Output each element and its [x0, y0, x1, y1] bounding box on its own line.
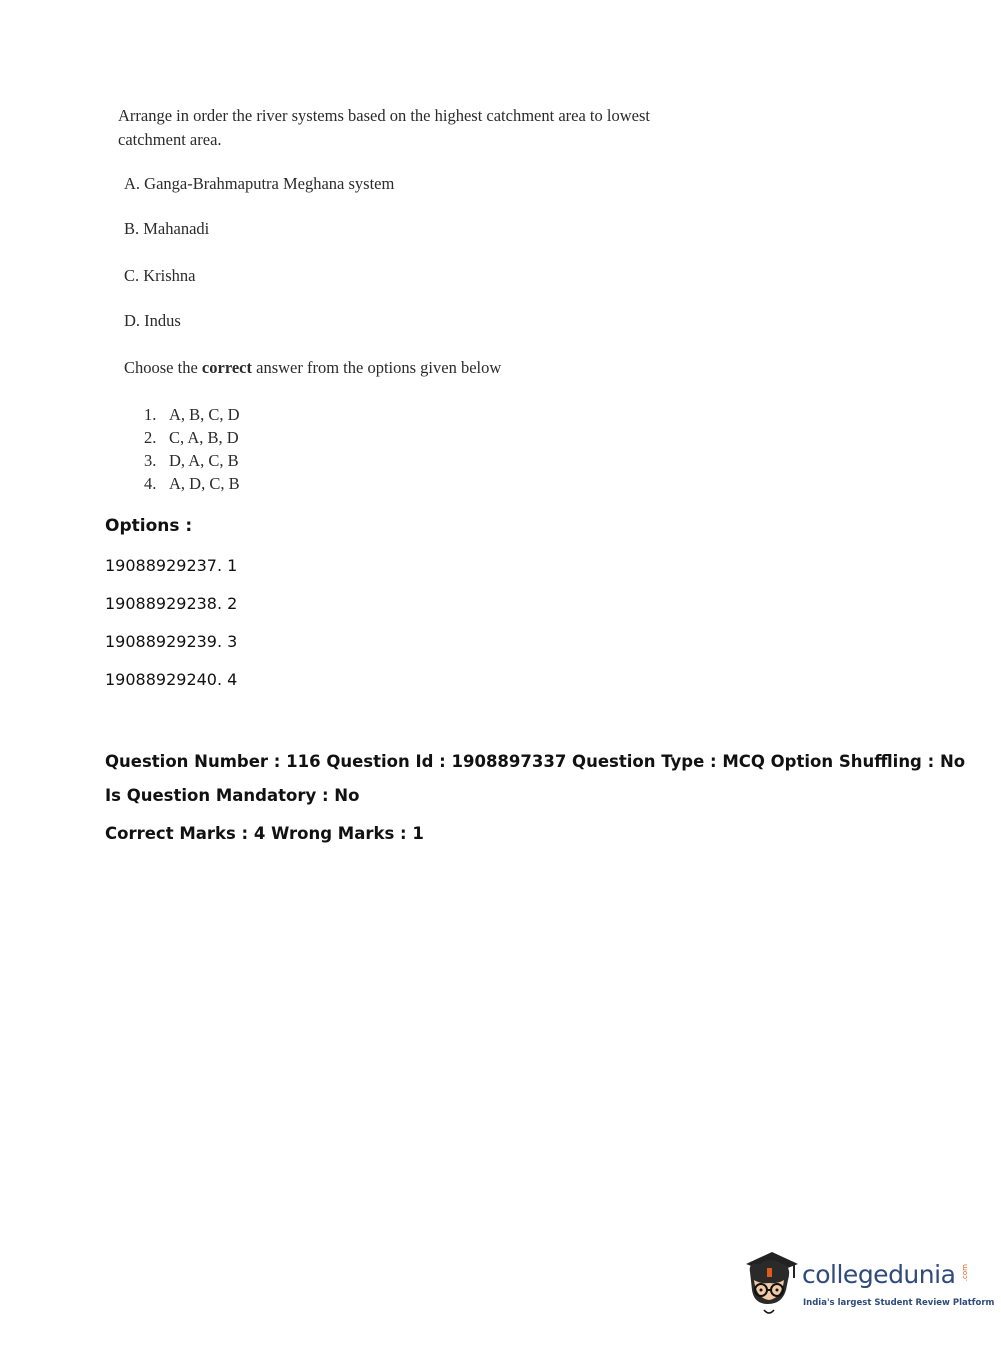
statement-b: B. Mahanadi: [124, 219, 210, 238]
brand-com: .com: [961, 1264, 969, 1282]
statement-d: D. Indus: [124, 311, 181, 330]
choose-instruction: Choose the correct answer from the options given below: [124, 358, 502, 377]
question-meta-line: Question Number : 116 Question Id : 1908897337 Question Type : MCQ Option Shuffling : No: [105, 752, 966, 771]
question-text: Arrange in order the river systems based on the highest catchment area to lowest catchment area.: [118, 106, 650, 149]
mascot-icon: [742, 1250, 800, 1320]
statement-a: A. Ganga-Brahmaputra Meghana system: [124, 174, 395, 193]
option-item: 19088929239. 3: [105, 632, 238, 651]
mandatory-line: Is Question Mandatory : No: [105, 786, 360, 805]
marks-line: Correct Marks : 4 Wrong Marks : 1: [105, 824, 424, 843]
option-item: 19088929237. 1: [105, 556, 238, 575]
options-heading: Options :: [105, 516, 193, 536]
brand-name: collegedunia: [802, 1260, 956, 1289]
statement-c: C. Krishna: [124, 266, 196, 285]
collegedunia-logo: [742, 1250, 995, 1320]
question-image: [118, 104, 738, 493]
option-item: 19088929238. 2: [105, 594, 238, 613]
brand-tagline: India's largest Student Review Platform: [803, 1298, 995, 1308]
answer-item: 1. A, B, C, D: [144, 405, 240, 424]
answer-item: 2. C, A, B, D: [144, 428, 239, 447]
answer-item: 4. A, D, C, B: [144, 474, 240, 493]
option-item: 19088929240. 4: [105, 670, 238, 689]
answer-list: [124, 403, 240, 495]
answer-item: 3. D, A, C, B: [144, 451, 239, 470]
